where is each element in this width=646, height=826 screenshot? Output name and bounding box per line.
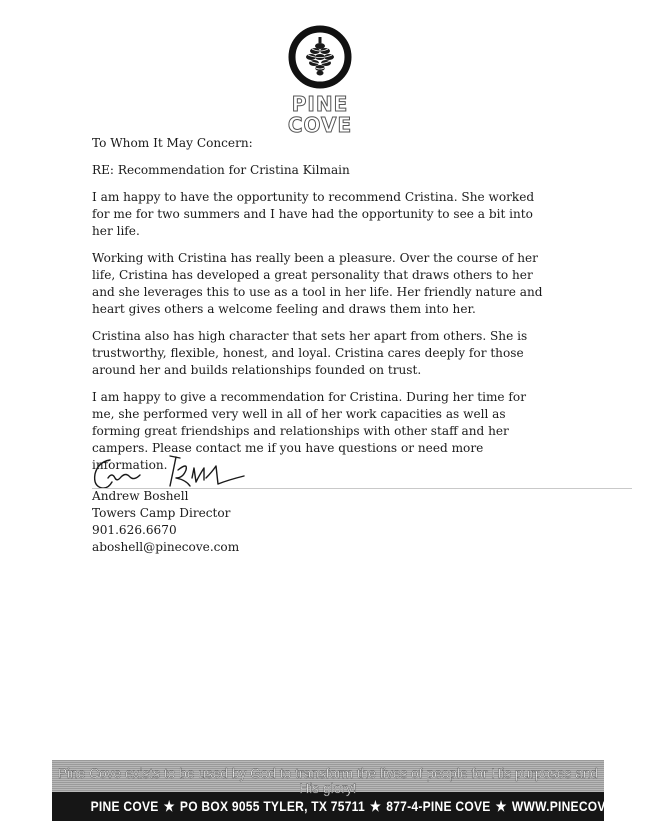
- footer-org-name: PINE COVE: [90, 798, 159, 814]
- logo-text-pine: PINE: [291, 92, 349, 116]
- footer-tagline: Pine Cove exists to be used by God to transform the lives of people for His purposes and His glory!: [57, 766, 599, 796]
- signer-name: Andrew Boshell: [92, 489, 189, 503]
- signer-title: Towers Camp Director: [92, 506, 231, 520]
- footer-contact: [90, 798, 646, 815]
- pinecone-icon: [282, 22, 358, 92]
- footer-phone: 877-4-PINE COVE: [386, 798, 491, 814]
- signer-phone: 901.626.6670: [92, 523, 177, 537]
- paragraph-4: I am happy to give a recommendation for Cristina. During her time for me, she performed very well in all of her work capacities as well as forming great friendships and relationships with other staff and her campers. Please contact me if you have questions or need more information.: [92, 390, 526, 472]
- paragraph-2: Working with Cristina has really been a pleasure. Over the course of her life, Cristina has developed a great personality that draws others to her and she leverages this to use as a tool in her life. Her friendly nature and heart gives others a welcome feeling and draws them into her.: [92, 251, 543, 316]
- signature-block: [92, 488, 392, 556]
- logo-text-cove: COVE: [287, 113, 353, 137]
- footer-address: PO BOX 9055 TYLER, TX 75711: [179, 798, 365, 814]
- star-icon: ★: [163, 798, 175, 814]
- paragraph-1: I am happy to have the opportunity to recommend Cristina. She worked for me for two summers and I have had the opportunity to see a bit into her life.: [92, 190, 535, 238]
- signer-email: aboshell@pinecove.com: [92, 540, 240, 554]
- pine-cove-logo: [282, 22, 358, 140]
- letterhead-footer: [52, 760, 646, 821]
- letter-body: [92, 135, 552, 484]
- star-icon: ★: [370, 798, 382, 814]
- subject-line: RE: Recommendation for Cristina Kilmain: [92, 163, 350, 177]
- salutation: To Whom It May Concern:: [92, 136, 253, 150]
- paragraph-3: Cristina also has high character that sets her apart from others. She is trustworthy, flexible, honest, and loyal. Cristina cares deeply for those around her and builds relationships founded on trust.: [92, 329, 528, 377]
- footer-website: WWW.PINECOVE.COM: [511, 798, 646, 814]
- star-icon: ★: [495, 798, 507, 814]
